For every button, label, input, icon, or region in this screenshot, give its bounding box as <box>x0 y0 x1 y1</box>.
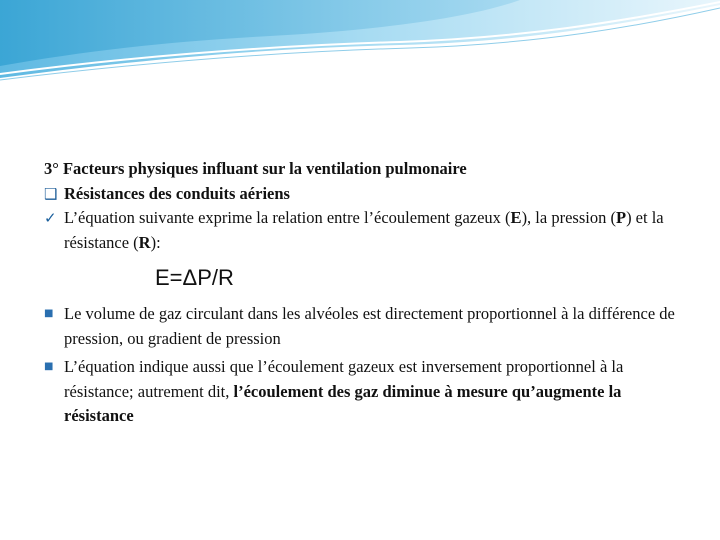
square-bullet-icon: ■ <box>44 361 54 372</box>
section-heading: 3° Facteurs physiques influant sur la ventilation pulmonaire <box>44 159 467 178</box>
check-text-3: ) et la résistance ( <box>64 208 664 252</box>
bullet-text-1: Le volume de gaz circulant dans les alvéoles est directement proportionnel à la différence de pression, ou gradient de pression <box>64 304 675 348</box>
subheading-text: Résistances des conduits aériens <box>64 183 290 203</box>
equation: E=ΔP/R <box>155 265 234 290</box>
bullet-item-2 <box>44 355 684 429</box>
q-box-icon: ❑ <box>44 184 58 203</box>
square-bullet-icon: ■ <box>44 308 54 319</box>
symbol-P: P <box>615 208 627 227</box>
bullet-text-2: L’équation indique aussi que l’écoulement gazeux est inversement proportionnel à la résistance; autrement dit, <box>64 357 624 401</box>
symbol-E: E <box>510 208 522 227</box>
check-item <box>44 206 684 255</box>
header-wave-decoration <box>0 0 720 90</box>
check-text-2: ), la pression ( <box>521 208 616 227</box>
slide-content <box>44 157 684 429</box>
bullet-item-1 <box>44 302 684 351</box>
check-text-1: L’équation suivante exprime la relation entre l’écoulement gazeux ( <box>64 208 511 227</box>
check-text-4: ): <box>150 232 161 252</box>
checkmark-icon: ✓ <box>44 209 57 227</box>
subheading-row <box>44 182 684 207</box>
symbol-R: R <box>138 232 151 252</box>
bullet-text-2-bold: l’écoulement des gaz diminue à mesure qu’augmente la résistance <box>64 381 622 425</box>
